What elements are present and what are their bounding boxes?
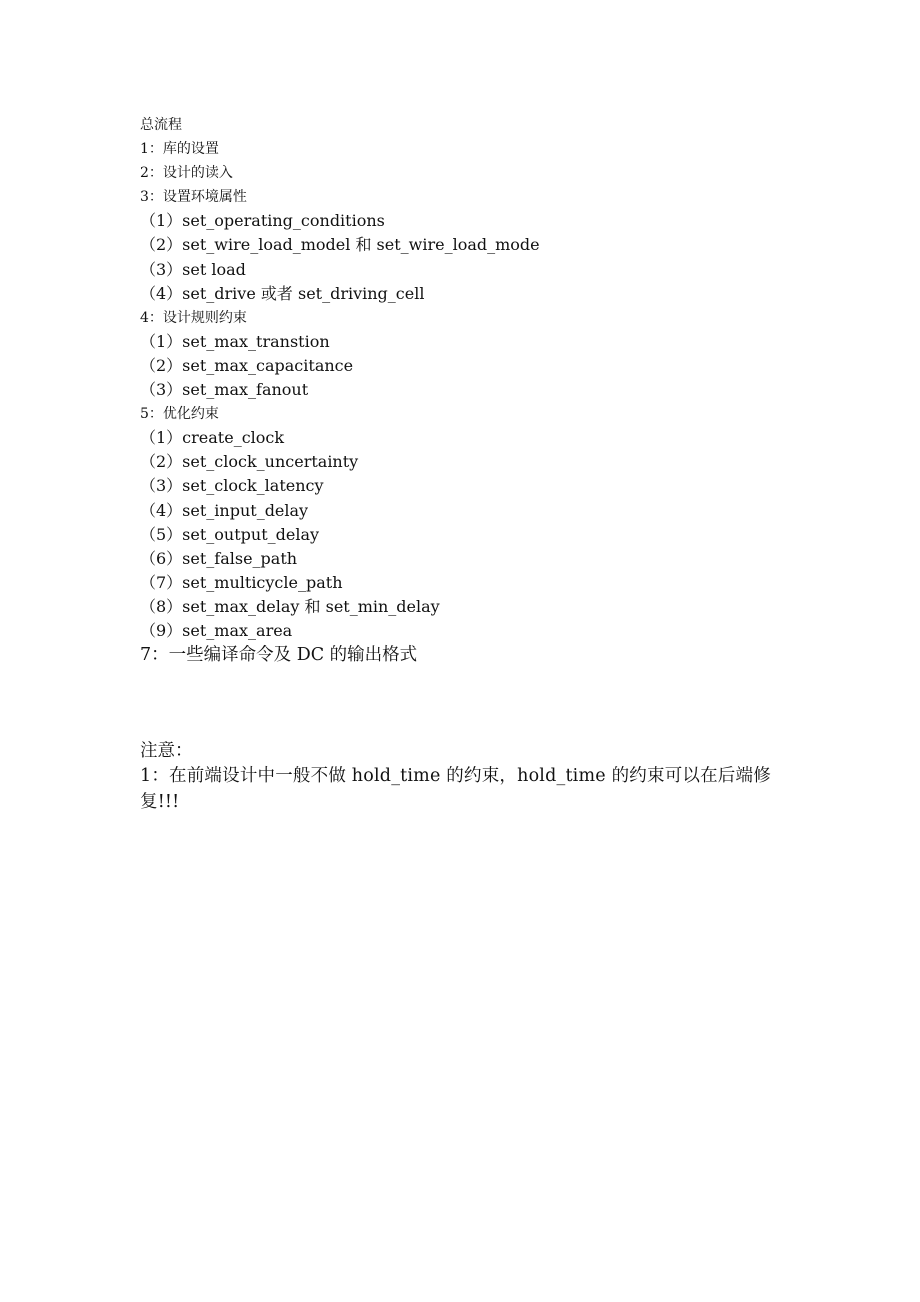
list-item: （4）set_drive 或者 set_driving_cell bbox=[140, 283, 425, 303]
list-item: （7）set_multicycle_path bbox=[140, 572, 343, 592]
note-body: 1：在前端设计中一般不做 hold_time 的约束，hold_time 的约束可以在后端修复!!! bbox=[140, 766, 771, 813]
section-heading-environment: 3：设置环境属性 bbox=[140, 189, 247, 206]
list-item: （1）create_clock bbox=[140, 428, 285, 448]
list-item: （1）set_max_transtion bbox=[140, 331, 330, 351]
list-item: （8）set_max_delay 和 set_min_delay bbox=[140, 596, 440, 616]
section-heading-optimization: 5：优化约束 bbox=[140, 406, 219, 423]
list-item: （2）set_wire_load_model 和 set_wire_load_mode bbox=[140, 235, 540, 255]
note-heading: 注意： bbox=[140, 741, 193, 762]
list-item: （1）set_operating_conditions bbox=[140, 211, 385, 231]
document-page bbox=[140, 113, 800, 815]
list-item: （3）set_max_fanout bbox=[140, 380, 309, 400]
document-title: 总流程 bbox=[140, 117, 182, 133]
list-item: （3）set_clock_latency bbox=[140, 476, 324, 496]
section-heading-compile-output: 7：一些编译命令及 DC 的输出格式 bbox=[140, 645, 418, 666]
list-item: （5）set_output_delay bbox=[140, 524, 320, 544]
list-item: （4）set_input_delay bbox=[140, 500, 309, 520]
section-heading-design-rules: 4：设计规则约束 bbox=[140, 309, 247, 326]
list-item: （2）set_clock_uncertainty bbox=[140, 452, 359, 472]
list-item: （9）set_max_area bbox=[140, 620, 293, 640]
section-heading-design-read: 2：设计的读入 bbox=[140, 165, 233, 182]
section-heading-library-setup: 1：库的设置 bbox=[140, 141, 219, 158]
list-item: （2）set_max_capacitance bbox=[140, 355, 354, 375]
blank-space bbox=[140, 667, 800, 739]
list-item: （3）set load bbox=[140, 259, 246, 279]
list-item: （6）set_false_path bbox=[140, 548, 298, 568]
